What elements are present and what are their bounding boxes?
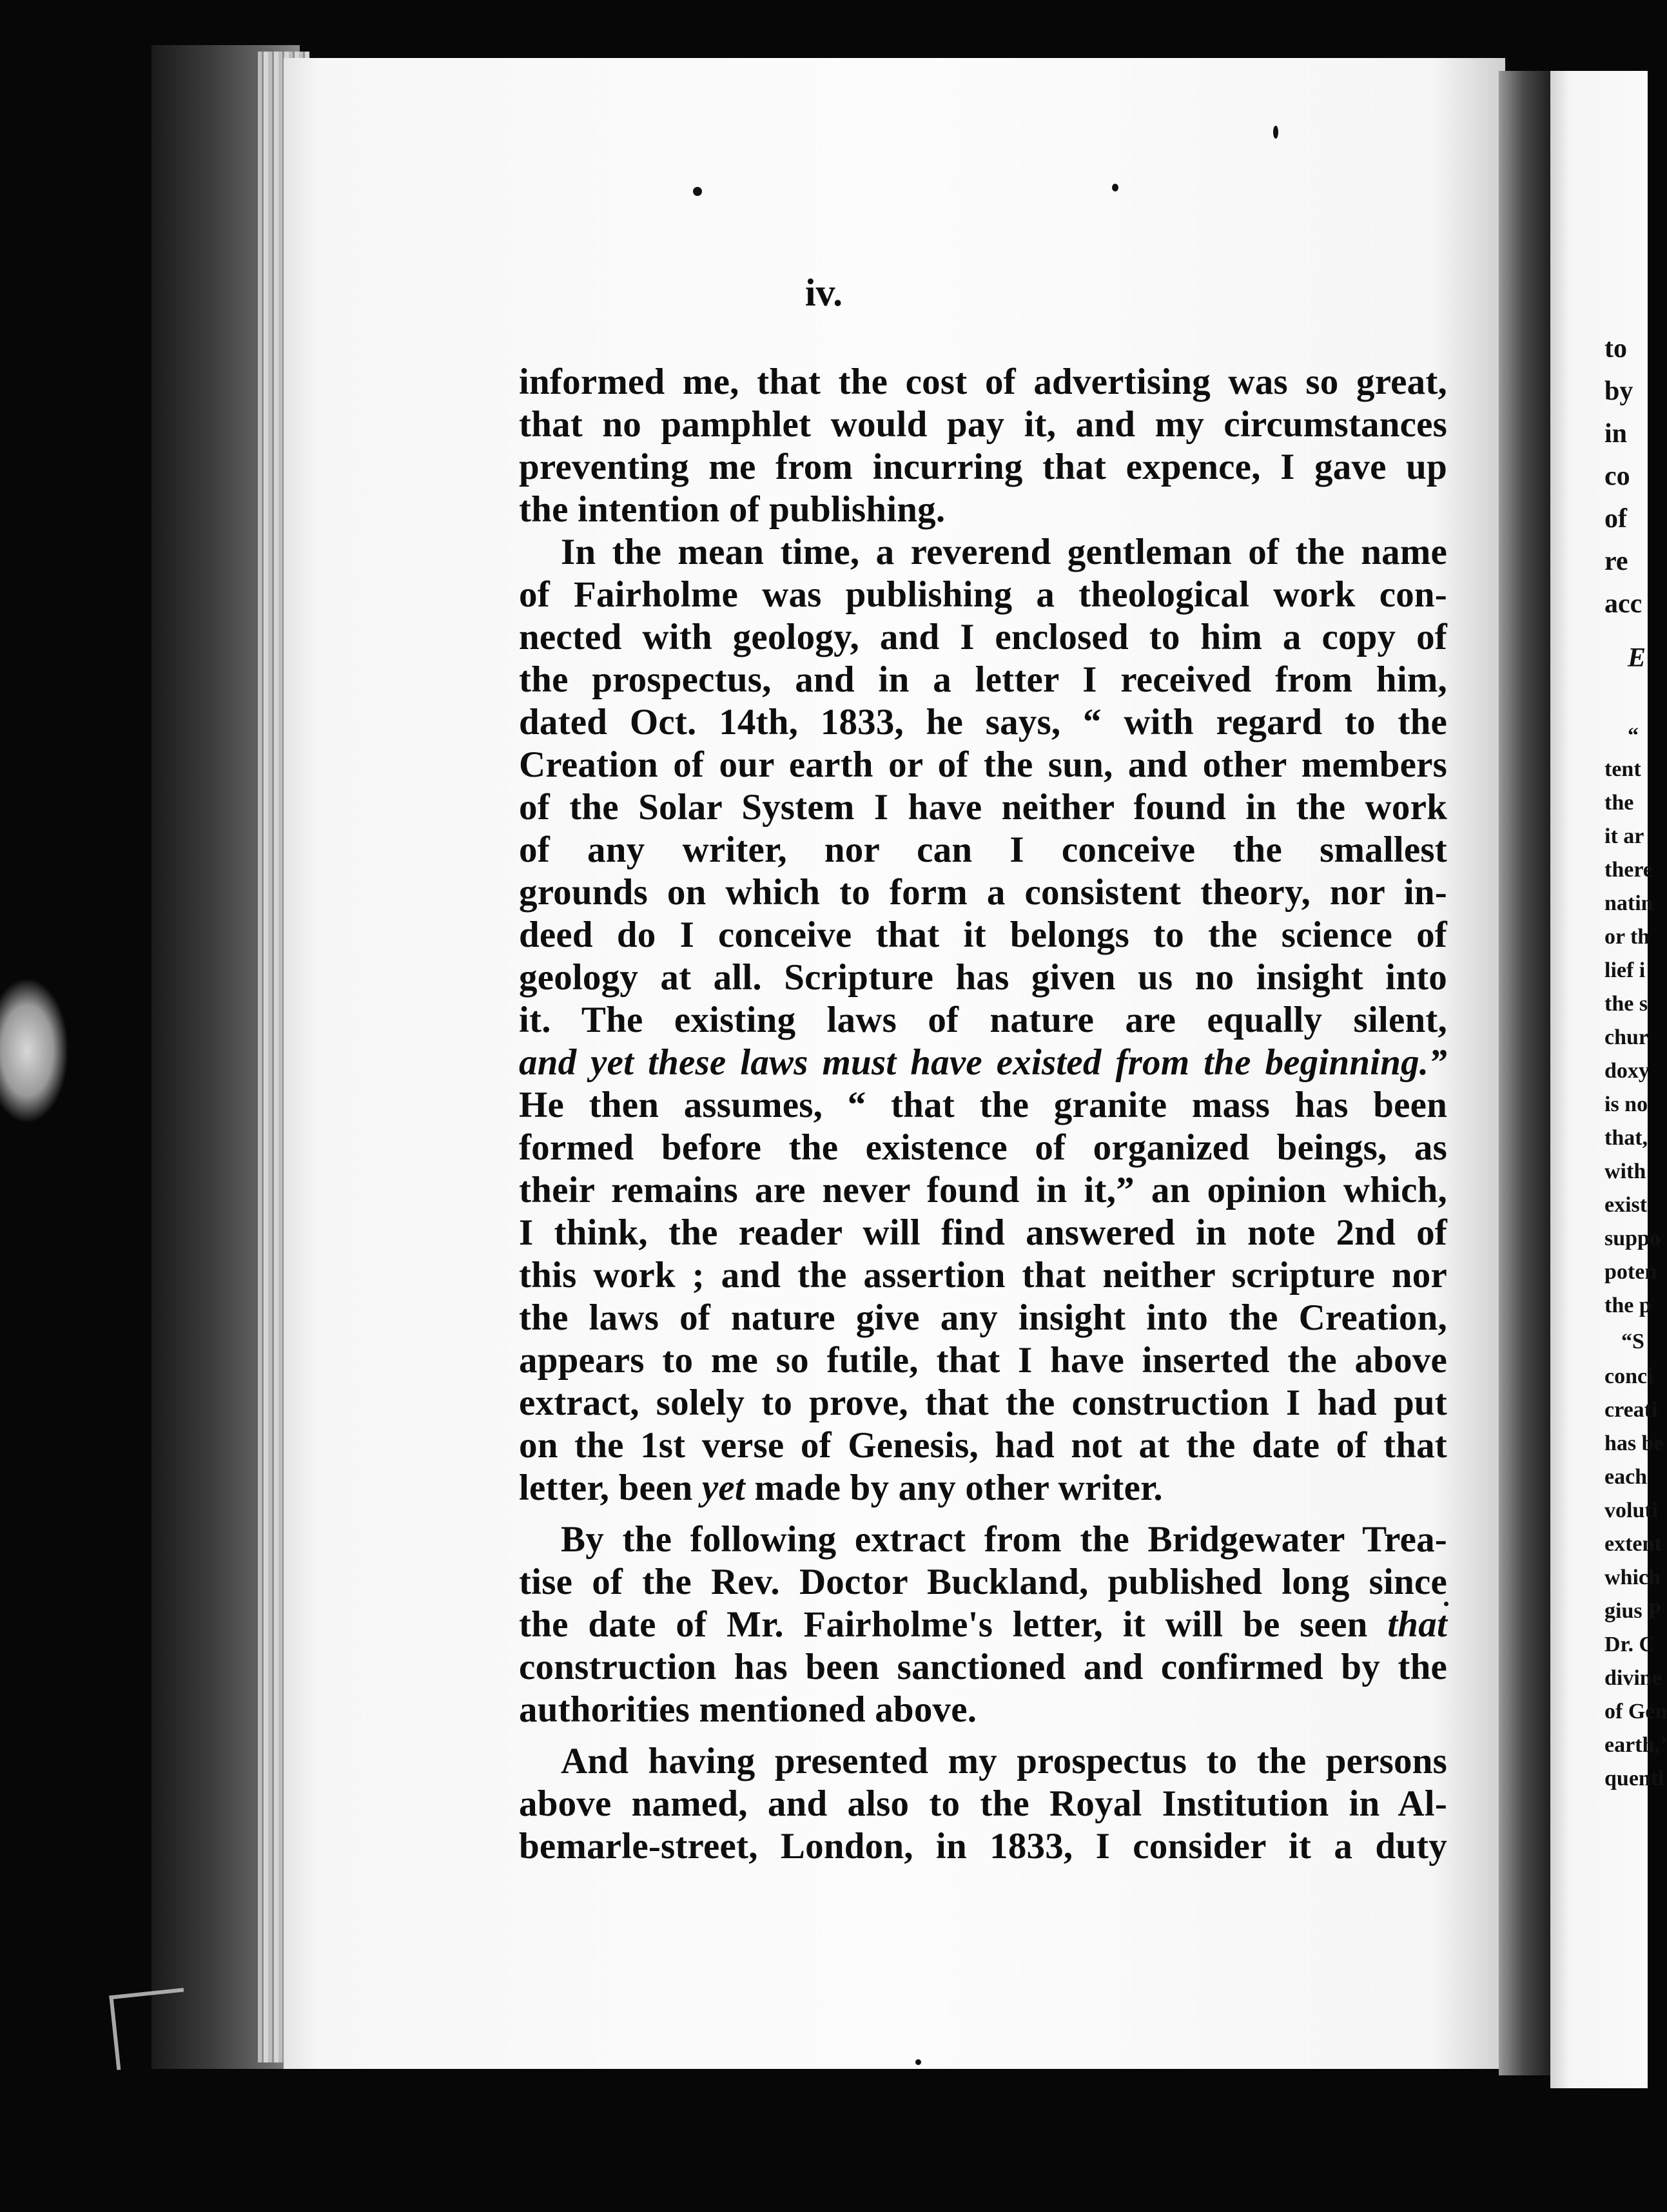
text-line: the prospectus, and in a letter I received from him, xyxy=(519,659,1447,700)
fragment-line: conci xyxy=(1604,1364,1653,1388)
fragment-line: chur xyxy=(1604,1025,1648,1049)
text-line: their remains are never found in it,” an opinion which, xyxy=(519,1170,1447,1210)
fragment-line: has be xyxy=(1604,1431,1664,1455)
text-line: geology at all. Scripture has given us no insight into xyxy=(519,957,1447,998)
ink-speck xyxy=(915,2059,921,2065)
text-line: that no pamphlet would pay it, and my circumstances xyxy=(519,404,1447,445)
text-line: I think, the reader will find answered in note 2nd of xyxy=(519,1212,1447,1253)
text-line: it. The existing laws of nature are equally silent, xyxy=(519,1000,1447,1040)
fragment-line: divine xyxy=(1604,1666,1662,1690)
italic-word: yet xyxy=(701,1468,745,1508)
fragment-line: or th xyxy=(1604,925,1650,949)
text-line: In the mean time, a reverend gentleman of the name xyxy=(561,532,1447,572)
fragment-line: acc xyxy=(1604,589,1643,619)
text-line: this work ; and the assertion that neither scripture nor xyxy=(519,1255,1447,1295)
fragment-line: natin xyxy=(1604,891,1653,915)
fragment-line: earth,’ xyxy=(1604,1733,1667,1757)
fragment-line: exist xyxy=(1604,1193,1648,1217)
fragment-line: Dr. C xyxy=(1604,1633,1655,1656)
fragment-line: each xyxy=(1604,1465,1648,1489)
body-text xyxy=(519,361,1447,1868)
fragment-line: the p xyxy=(1604,1294,1652,1317)
text-line: By the following extract from the Bridgewater Trea- xyxy=(561,1519,1447,1560)
fragment-line: which xyxy=(1604,1566,1661,1589)
fragment-line: suppo xyxy=(1604,1227,1661,1250)
fragment-line: there xyxy=(1604,858,1653,882)
fragment-line: E xyxy=(1628,643,1646,673)
fragment-line: “S xyxy=(1621,1330,1644,1353)
text-line: formed before the existence of organized beings, as xyxy=(519,1127,1447,1168)
fragment-line: of xyxy=(1604,504,1627,534)
text-line: tise of the Rev. Doctor Buckland, published long since xyxy=(519,1562,1447,1602)
facing-page-fragment xyxy=(1550,71,1667,2088)
ink-speck xyxy=(1273,126,1278,139)
text-line xyxy=(519,1604,1447,1646)
text-line: Creation of our earth or of the sun, and other members xyxy=(519,744,1447,785)
paper-blot-mark xyxy=(0,980,68,1121)
fragment-line: co xyxy=(1604,461,1630,491)
ink-speck xyxy=(693,187,702,196)
italic-quote: and yet these laws must have existed from the beginning.” xyxy=(519,1042,1447,1083)
text-line: the laws of nature give any insight into the Creation, xyxy=(519,1297,1447,1338)
text-span: made by any other writer. xyxy=(754,1468,1163,1508)
fragment-line: extent xyxy=(1604,1532,1662,1556)
text-line: on the 1st verse of Genesis, had not at the date of that xyxy=(519,1425,1447,1466)
fragment-line: to xyxy=(1604,334,1627,364)
text-line: bemarle-street, London, in 1833, I consider it a duty xyxy=(519,1826,1447,1867)
text-span: the date of Mr. Fairholme's letter, it will be seen xyxy=(519,1604,1368,1645)
text-line: above named, and also to the Royal Institution in Al- xyxy=(519,1783,1447,1824)
fragment-line: re xyxy=(1604,547,1628,576)
fragment-line: quentl xyxy=(1604,1767,1664,1790)
text-line: of any writer, nor can I conceive the smallest xyxy=(519,830,1447,870)
text-line: construction has been sanctioned and confirmed by the xyxy=(519,1647,1447,1687)
text-line: And having presented my prospectus to the persons xyxy=(561,1741,1447,1781)
text-line: of the Solar System I have neither found in the work xyxy=(519,787,1447,828)
text-line: appears to me so futile, that I have inserted the above xyxy=(519,1340,1447,1381)
text-line: dated Oct. 14th, 1833, he says, “ with regard to the xyxy=(519,702,1447,742)
text-span: letter, been xyxy=(519,1468,693,1508)
fragment-line: voluti xyxy=(1604,1499,1659,1522)
book-gutter xyxy=(1499,71,1554,2075)
fragment-line: poten xyxy=(1604,1260,1657,1284)
text-line: authorities mentioned above. xyxy=(519,1689,977,1730)
text-line: of Fairholme was publishing a theological work con- xyxy=(519,574,1447,615)
fragment-line: the xyxy=(1604,791,1634,815)
ink-speck xyxy=(1112,184,1118,191)
fragment-line: it ar xyxy=(1604,824,1644,848)
text-line: informed me, that the cost of advertising was so great, xyxy=(519,362,1447,402)
text-line-italic xyxy=(519,1042,1447,1084)
fragment-line: by xyxy=(1604,376,1633,406)
fragment-line: with xyxy=(1604,1159,1646,1183)
fragment-line: lief i xyxy=(1604,958,1646,982)
fragment-line: that, xyxy=(1604,1126,1648,1150)
text-line: extract, solely to prove, that the construction I had put xyxy=(519,1382,1447,1423)
text-line: preventing me from incurring that expence, I gave up xyxy=(519,447,1447,487)
italic-word: that xyxy=(1387,1604,1447,1645)
fragment-line: “ xyxy=(1628,724,1639,748)
fragment-line: creati xyxy=(1604,1398,1658,1422)
fragment-line: doxy xyxy=(1604,1059,1650,1083)
text-line: nected with geology, and I enclosed to him a copy of xyxy=(519,617,1447,657)
text-line: grounds on which to form a consistent theory, nor in- xyxy=(519,872,1447,913)
fragment-line: in xyxy=(1604,419,1628,449)
fragment-line: tent xyxy=(1604,757,1641,781)
text-line: deed do I conceive that it belongs to the science of xyxy=(519,915,1447,955)
text-line: the intention of publishing. xyxy=(519,489,946,530)
fragment-line: the s xyxy=(1604,992,1648,1016)
page-number: iv. xyxy=(804,271,843,314)
fragment-line: of Gen xyxy=(1604,1700,1667,1723)
fragment-line: gius P xyxy=(1604,1599,1661,1623)
fragment-line: is no xyxy=(1604,1092,1648,1116)
text-line xyxy=(519,1467,1447,1509)
page-corner-curl xyxy=(109,1988,191,2070)
text-line: He then assumes, “ that the granite mass has been xyxy=(519,1085,1447,1125)
